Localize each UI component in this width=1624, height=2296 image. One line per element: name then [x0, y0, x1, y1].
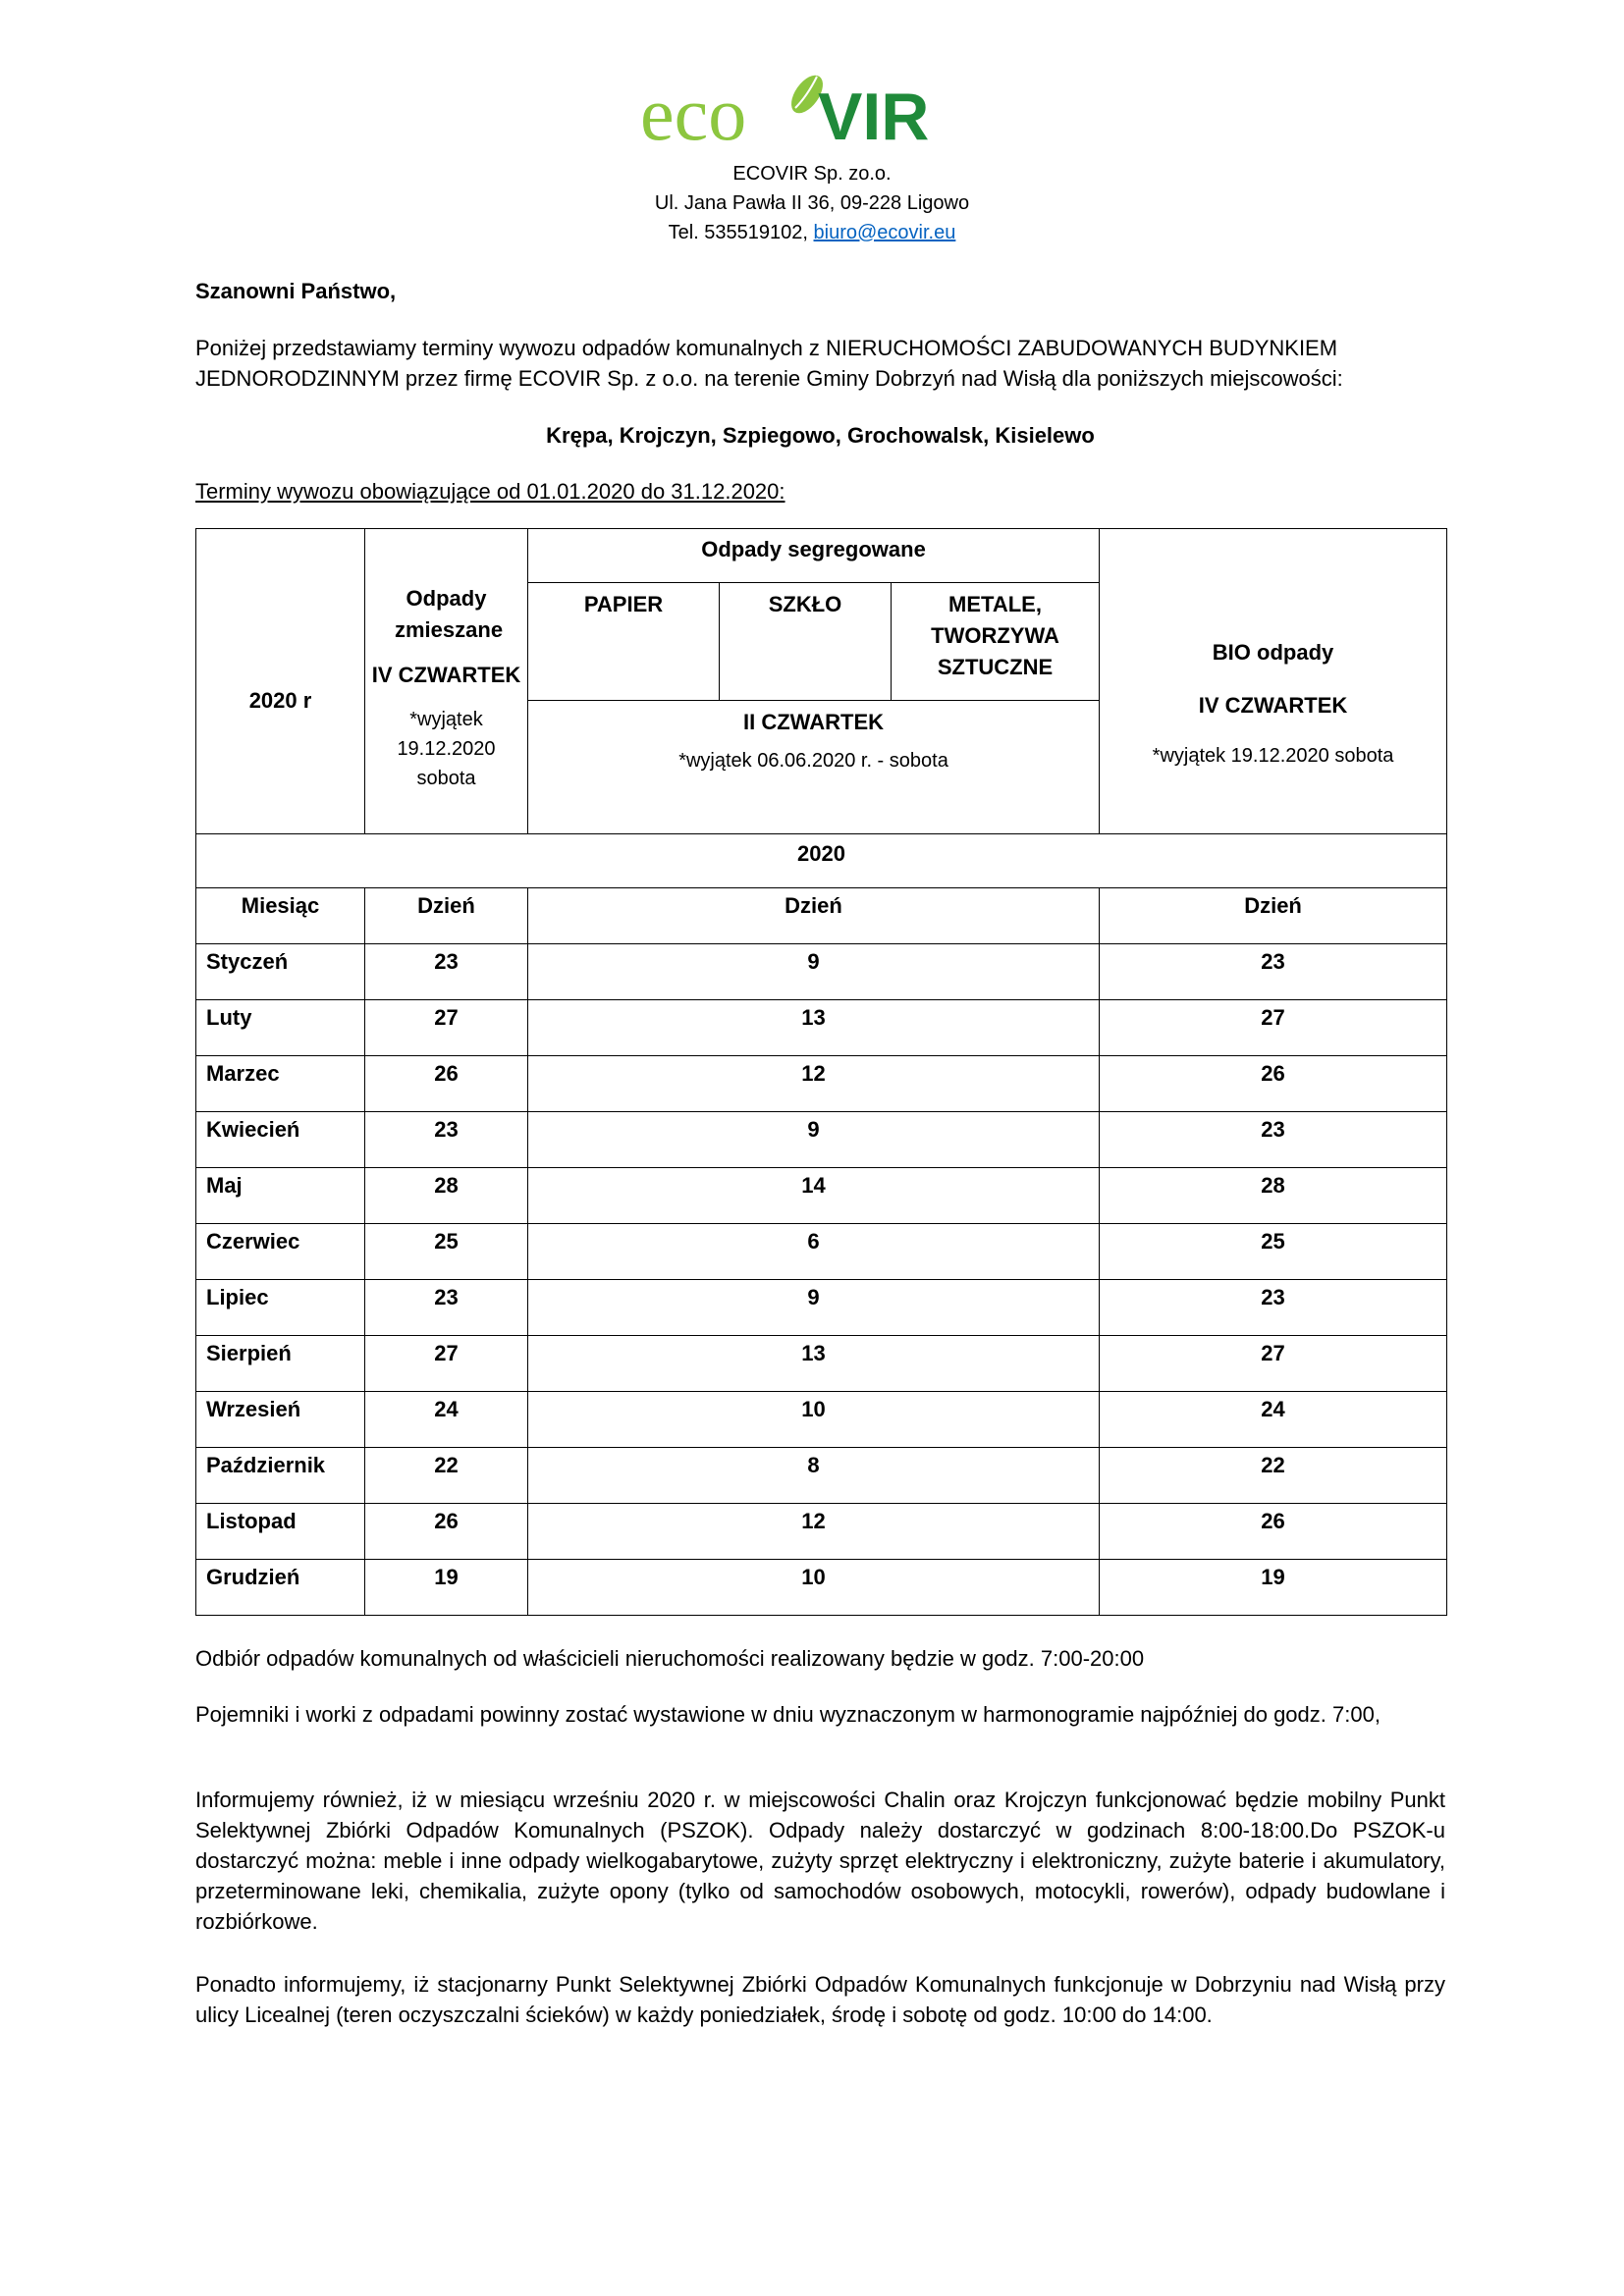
mixed-header [365, 529, 528, 834]
paper-header: PAPIER [528, 583, 720, 701]
metal-header: METALE, TWORZYWA SZTUCZNE [892, 583, 1100, 701]
company-contact [0, 218, 1624, 247]
mixed-day-cell: 23 [365, 1280, 528, 1336]
col-day-bio-header: Dzień [1100, 888, 1447, 944]
month-cell: Maj [196, 1168, 365, 1224]
month-cell: Listopad [196, 1504, 365, 1560]
bio-day-cell: 26 [1100, 1056, 1447, 1112]
segregated-day-cell: 8 [528, 1448, 1100, 1504]
terms-heading [195, 476, 1445, 507]
mixed-day-cell: 23 [365, 1112, 528, 1168]
bio-day-cell: 24 [1100, 1392, 1447, 1448]
month-cell: Kwiecień [196, 1112, 365, 1168]
table-row [196, 1336, 1447, 1392]
terms-heading-text: Terminy wywozu obowiązujące od 01.01.2020 do 31.12.2020: [195, 479, 785, 504]
intro-paragraph: Poniżej przedstawiamy terminy wywozu odpadów komunalnych z NIERUCHOMOŚCI ZABUDOWANYCH BUDYNKIEM JEDNORODZINNYM przez firmę ECOVIR Sp. z o.o. na terenie Gminy Dobrzyń nad Wisłą dla poniższych miejscowości: [195, 336, 1343, 391]
month-cell: Grudzień [196, 1560, 365, 1616]
segregated-day-cell: 13 [528, 1000, 1100, 1056]
bio-day-cell: 23 [1100, 1112, 1447, 1168]
table-row [196, 1448, 1447, 1504]
mixed-day-cell: 19 [365, 1560, 528, 1616]
bio-exception: *wyjątek 19.12.2020 sobota [1152, 745, 1394, 767]
segregated-day: II CZWARTEK [743, 710, 885, 734]
month-cell: Wrzesień [196, 1392, 365, 1448]
note-hours: Odbiór odpadów komunalnych od właścicieli nieruchomości realizowany będzie w godz. 7:00-20:00 [195, 1646, 1145, 1671]
logo-eco-text: eco [640, 71, 747, 156]
col-month-header: Miesiąc [196, 888, 365, 944]
company-name: ECOVIR Sp. zo.o. [732, 163, 892, 185]
bio-title: BIO odpady [1212, 640, 1334, 665]
month-cell: Sierpień [196, 1336, 365, 1392]
mixed-day-cell: 22 [365, 1448, 528, 1504]
segregated-day-cell: 6 [528, 1224, 1100, 1280]
bio-day-cell: 23 [1100, 1280, 1447, 1336]
note-stationary-pszok: Ponadto informujemy, iż stacjonarny Punkt Selektywnej Zbiórki Odpadów Komunalnych funkcjonuje w Dobrzyniu nad Wisłą przy ulicy Licealnej (teren oczyszczalni ścieków) w każdy poniedziałek, środę i sobotę od godz. 10:00 do 14:00. [195, 1972, 1445, 2027]
ecovir-logo [628, 69, 1001, 157]
table-row [196, 1560, 1447, 1616]
year-header: 2020 r [196, 529, 365, 834]
segregated-day-cell: 14 [528, 1168, 1100, 1224]
greeting: Szanowni Państwo, [195, 279, 397, 303]
table-row [196, 944, 1447, 1000]
bio-day: IV CZWARTEK [1198, 693, 1348, 718]
mixed-day: IV CZWARTEK [371, 663, 521, 687]
company-email-link[interactable]: biuro@ecovir.eu [813, 222, 956, 243]
logo-vir-text: VIR [818, 80, 930, 154]
segregated-day-cell: 9 [528, 1112, 1100, 1168]
bio-header [1100, 529, 1447, 834]
mixed-day-cell: 26 [365, 1504, 528, 1560]
table-row [196, 1504, 1447, 1560]
bio-day-cell: 22 [1100, 1448, 1447, 1504]
note-containers: Pojemniki i worki z odpadami powinny zostać wystawione w dniu wyznaczonym w harmonogramie najpóźniej do godz. 7:00, [195, 1702, 1380, 1727]
note-mobile-pszok: Informujemy również, iż w miesiącu wrześniu 2020 r. w miejscowości Chalin oraz Krojczyn funkcjonować będzie mobilny Punkt Selektywnej Zbiórki Odpadów Komunalnych (PSZOK). Odpady należy dostarczyć w godzinach 8:00-18:00.Do PSZOK-u dostarczyć można: meble i inne odpady wielkogabarytowe, zużyty sprzęt elektryczny i elektroniczny, zużyte baterie i akumulatory, przeterminowane leki, chemikalia, zużyte opony (tylko od samochodów osobowych, motocykli, rowerów), odpady budowlane i rozbiórkowe. [195, 1788, 1445, 1934]
segregated-day-cell: 10 [528, 1560, 1100, 1616]
table-row [196, 1392, 1447, 1448]
mixed-day-cell: 23 [365, 944, 528, 1000]
company-phone: Tel. 535519102, [668, 222, 814, 243]
bio-day-cell: 27 [1100, 1000, 1447, 1056]
year-row: 2020 [196, 834, 1447, 888]
table-row [196, 1224, 1447, 1280]
month-cell: Lipiec [196, 1280, 365, 1336]
mixed-exception: *wyjątek 19.12.2020 sobota [397, 709, 496, 789]
table-row [196, 1112, 1447, 1168]
table-row [196, 1056, 1447, 1112]
table-row [196, 1168, 1447, 1224]
mixed-day-cell: 28 [365, 1168, 528, 1224]
mixed-day-cell: 24 [365, 1392, 528, 1448]
bio-day-cell: 23 [1100, 944, 1447, 1000]
table-row [196, 1000, 1447, 1056]
segregated-schedule [528, 701, 1100, 834]
schedule-table [195, 528, 1447, 1616]
segregated-day-cell: 13 [528, 1336, 1100, 1392]
segregated-day-cell: 9 [528, 944, 1100, 1000]
segregated-day-cell: 12 [528, 1056, 1100, 1112]
col-day-segregated-header: Dzień [528, 888, 1100, 944]
month-cell: Marzec [196, 1056, 365, 1112]
bio-day-cell: 19 [1100, 1560, 1447, 1616]
month-cell: Październik [196, 1448, 365, 1504]
segregated-day-cell: 12 [528, 1504, 1100, 1560]
mixed-day-cell: 27 [365, 1000, 528, 1056]
month-cell: Luty [196, 1000, 365, 1056]
company-address: Ul. Jana Pawła II 36, 09-228 Ligowo [654, 192, 970, 214]
col-day-mixed-header: Dzień [365, 888, 528, 944]
bio-day-cell: 25 [1100, 1224, 1447, 1280]
mixed-day-cell: 26 [365, 1056, 528, 1112]
bio-day-cell: 27 [1100, 1336, 1447, 1392]
bio-day-cell: 28 [1100, 1168, 1447, 1224]
segregated-title: Odpady segregowane [528, 529, 1100, 583]
schedule-rows [196, 944, 1447, 1616]
localities: Krępa, Krojczyn, Szpiegowo, Grochowalsk, Kisielewo [546, 423, 1095, 448]
month-cell: Styczeń [196, 944, 365, 1000]
segregated-day-cell: 9 [528, 1280, 1100, 1336]
table-row [196, 1280, 1447, 1336]
mixed-title: Odpady zmieszane [395, 586, 504, 642]
segregated-exception: *wyjątek 06.06.2020 r. - sobota [678, 750, 948, 772]
mixed-day-cell: 25 [365, 1224, 528, 1280]
month-cell: Czerwiec [196, 1224, 365, 1280]
segregated-day-cell: 10 [528, 1392, 1100, 1448]
bio-day-cell: 26 [1100, 1504, 1447, 1560]
mixed-day-cell: 27 [365, 1336, 528, 1392]
glass-header: SZKŁO [720, 583, 892, 701]
